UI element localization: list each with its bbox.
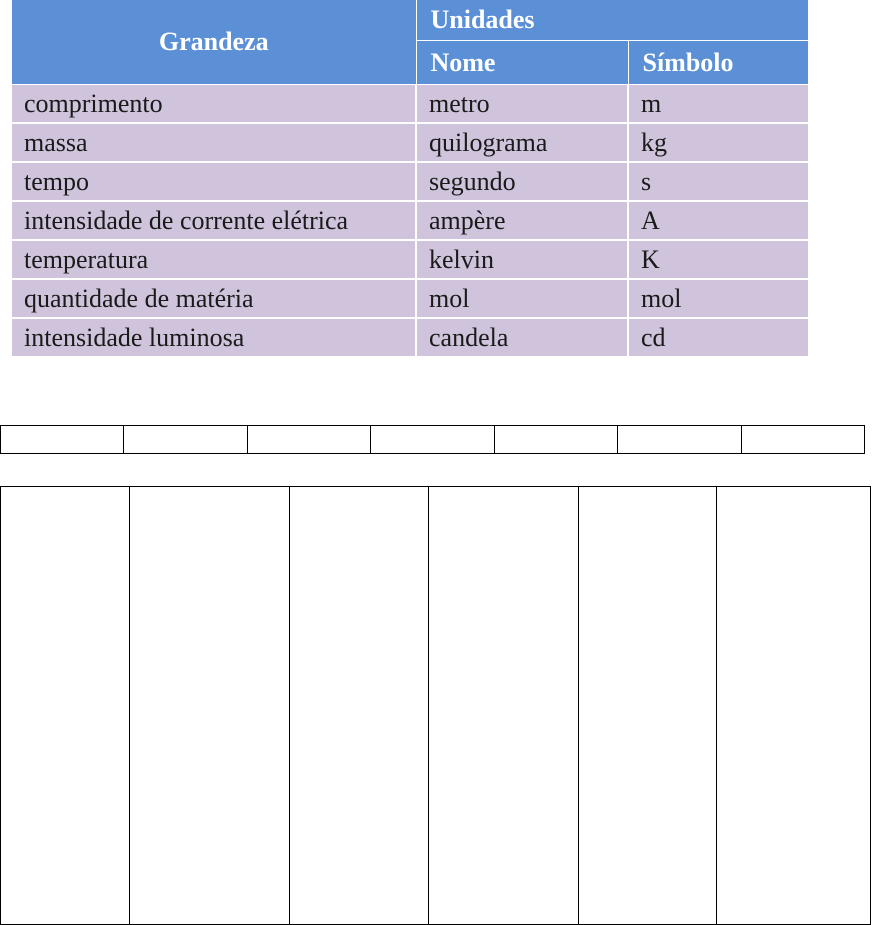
cell-nome: segundo bbox=[416, 162, 628, 201]
cell-nome: candela bbox=[416, 318, 628, 357]
cell-simbolo: cd bbox=[628, 318, 808, 357]
cell-simbolo: kg bbox=[628, 123, 808, 162]
cell-simbolo: A bbox=[628, 201, 808, 240]
cell-grandeza: temperatura bbox=[12, 240, 416, 279]
empty-column-grid bbox=[0, 486, 871, 925]
empty-cell[interactable] bbox=[124, 426, 247, 453]
empty-cell[interactable] bbox=[618, 426, 741, 453]
table-row bbox=[12, 279, 808, 318]
table-row bbox=[12, 85, 808, 124]
cell-nome: mol bbox=[416, 279, 628, 318]
cell-grandeza: quantidade de matéria bbox=[12, 279, 416, 318]
table-row bbox=[12, 318, 808, 357]
empty-column[interactable] bbox=[429, 487, 579, 924]
table-row bbox=[12, 201, 808, 240]
table-row bbox=[12, 123, 808, 162]
empty-cell[interactable] bbox=[1, 426, 124, 453]
empty-cell[interactable] bbox=[371, 426, 494, 453]
empty-cell-strip bbox=[0, 425, 865, 454]
empty-cell[interactable] bbox=[495, 426, 618, 453]
empty-column[interactable] bbox=[1, 487, 130, 924]
cell-simbolo: m bbox=[628, 85, 808, 124]
header-unidades: Unidades bbox=[416, 0, 808, 41]
table-row bbox=[12, 162, 808, 201]
cell-nome: kelvin bbox=[416, 240, 628, 279]
cell-simbolo: s bbox=[628, 162, 808, 201]
si-units-table bbox=[12, 0, 808, 358]
cell-simbolo: mol bbox=[628, 279, 808, 318]
cell-grandeza: comprimento bbox=[12, 85, 416, 124]
empty-column[interactable] bbox=[290, 487, 429, 924]
cell-nome: metro bbox=[416, 85, 628, 124]
table-row bbox=[12, 240, 808, 279]
header-nome: Nome bbox=[416, 41, 628, 85]
header-simbolo: Símbolo bbox=[628, 41, 808, 85]
empty-column[interactable] bbox=[130, 487, 290, 924]
cell-nome: quilograma bbox=[416, 123, 628, 162]
empty-cell[interactable] bbox=[248, 426, 371, 453]
empty-column[interactable] bbox=[717, 487, 870, 924]
cell-grandeza: intensidade de corrente elétrica bbox=[12, 201, 416, 240]
cell-grandeza: massa bbox=[12, 123, 416, 162]
cell-nome: ampère bbox=[416, 201, 628, 240]
header-grandeza: Grandeza bbox=[12, 0, 416, 85]
cell-simbolo: K bbox=[628, 240, 808, 279]
empty-cell[interactable] bbox=[742, 426, 864, 453]
empty-column[interactable] bbox=[579, 487, 717, 924]
cell-grandeza: tempo bbox=[12, 162, 416, 201]
cell-grandeza: intensidade luminosa bbox=[12, 318, 416, 357]
